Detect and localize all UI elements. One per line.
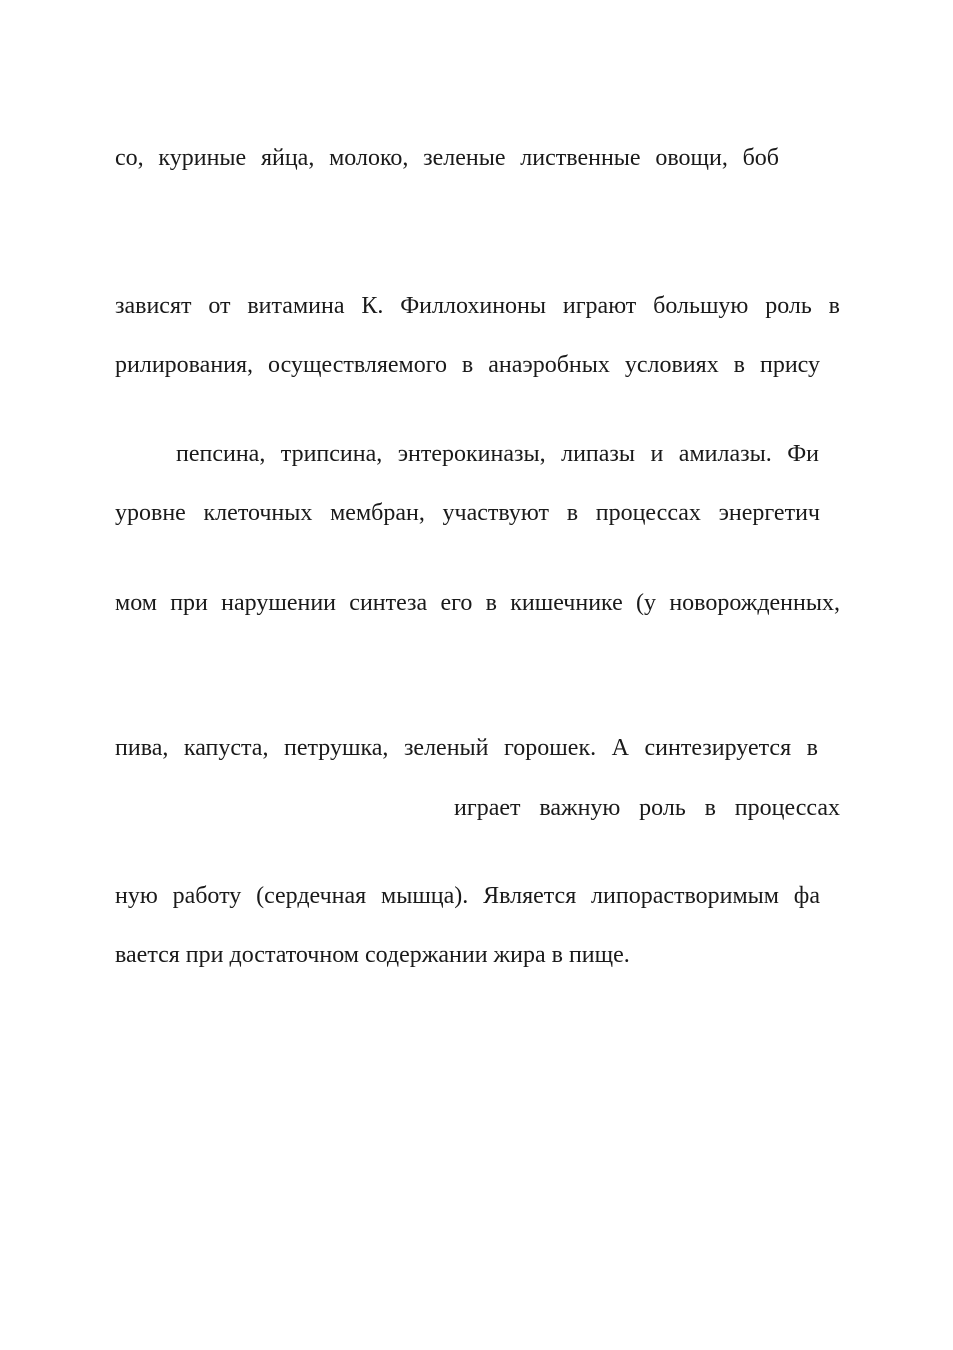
text-line-1: со, куриные яйца, молоко, зеленые лиственные овощи, боб bbox=[115, 145, 779, 171]
text-line-10: вается при достаточном содержании жира в пище. bbox=[115, 942, 630, 968]
text-line-6: мом при нарушении синтеза его в кишечнике (у новорожденных, bbox=[115, 590, 840, 616]
text-line-4: пепсина, трипсина, энтерокиназы, липазы и амилазы. Фи bbox=[176, 441, 819, 467]
text-line-7: пива, капуста, петрушка, зеленый горошек. А синтезируется в bbox=[115, 735, 818, 761]
text-line-3: рилирования, осуществляемого в анаэробных условиях в прису bbox=[115, 352, 820, 378]
text-line-5: уровне клеточных мембран, участвуют в процессах энергетич bbox=[115, 500, 820, 526]
text-line-2: зависят от витамина К. Филлохиноны играют большую роль в bbox=[115, 293, 840, 319]
text-line-8: играет важную роль в процессах bbox=[454, 795, 840, 821]
text-line-9: ную работу (сердечная мышца). Является липорастворимым фа bbox=[115, 883, 820, 909]
